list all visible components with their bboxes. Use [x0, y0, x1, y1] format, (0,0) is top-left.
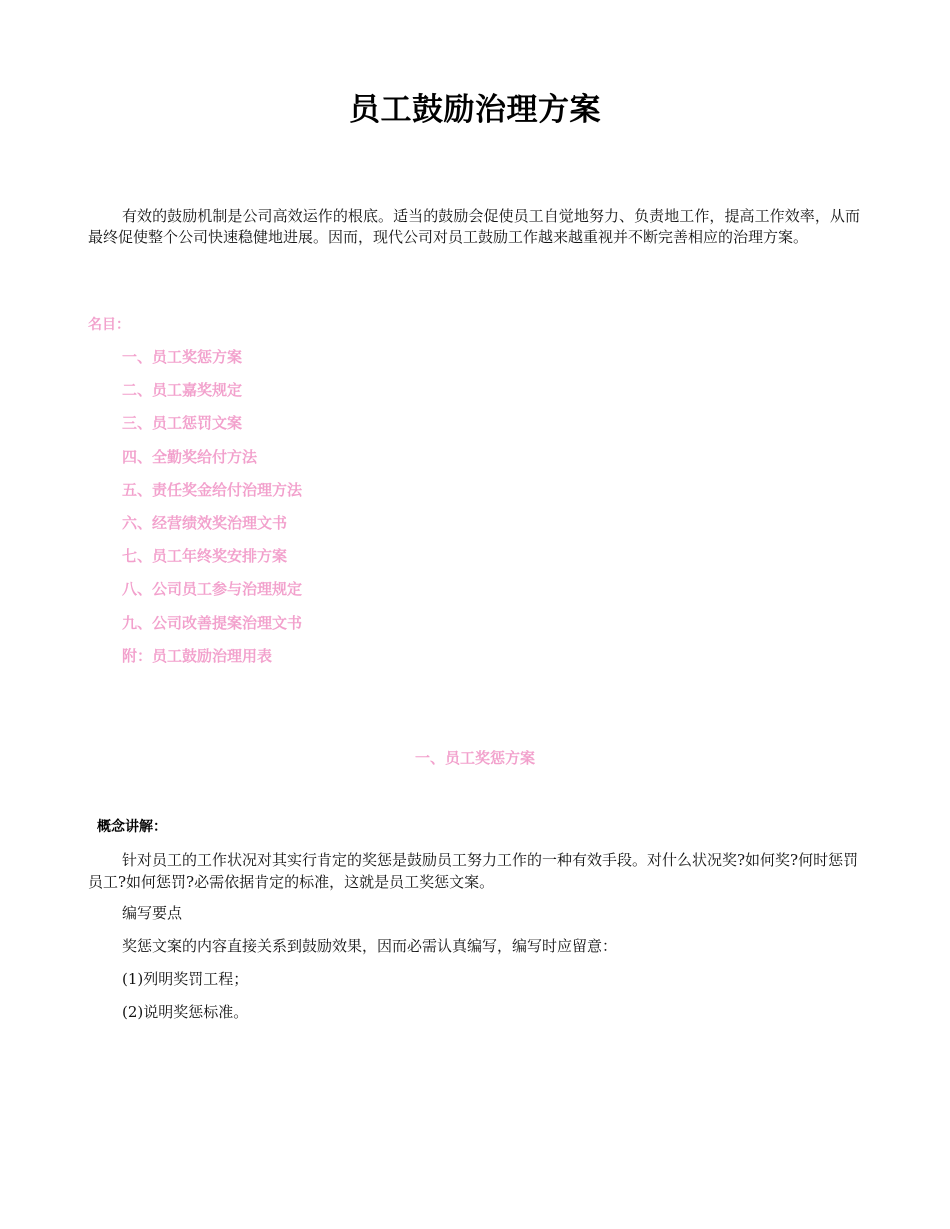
- toc-item[interactable]: 二、员工嘉奖规定: [122, 381, 243, 400]
- toc-item[interactable]: 六、经营绩效奖治理文书: [122, 513, 288, 532]
- section-heading: 一、员工奖惩方案: [414, 749, 535, 767]
- toc-label: 名目：: [88, 317, 130, 333]
- toc-item[interactable]: 九、公司改善提案治理文书: [122, 613, 303, 632]
- table-of-contents: [122, 346, 302, 678]
- toc-item[interactable]: 四、全勤奖给付方法: [122, 447, 258, 466]
- list-item: (2)说明奖惩标准。: [122, 1003, 249, 1021]
- list-item: (1)列明奖罚工程；: [122, 970, 249, 988]
- toc-item[interactable]: 一、员工奖惩方案: [122, 348, 243, 366]
- toc-item[interactable]: 七、员工年终奖安排方案: [122, 547, 288, 566]
- toc-item[interactable]: 附：员工鼓励治理用表: [122, 646, 273, 665]
- intro-paragraph: 有效的鼓励机制是公司高效运作的根底。适当的鼓励会促使员工自觉地努力、负责地工作，提高工作效率，从而最终促使整个公司快速稳健地进展。因而，现代公司对员工鼓励工作越来越重视并不断完善相应的治理方案。: [88, 207, 860, 246]
- document-title: 员工鼓励治理方案: [349, 92, 601, 128]
- concept-label: 概念讲解：: [97, 819, 167, 835]
- body-paragraph: 针对员工的工作状况对其实行肯定的奖惩是鼓励员工努力工作的一种有效手段。对什么状况奖?如何奖?何时惩罚员工?如何惩罚?必需依据肯定的标准，这就是员工奖惩文案。: [88, 851, 859, 891]
- toc-item[interactable]: 三、员工惩罚文案: [122, 414, 243, 433]
- toc-item[interactable]: 八、公司员工参与治理规定: [122, 580, 303, 599]
- body-paragraph: 编写要点: [122, 904, 183, 922]
- toc-item[interactable]: 五、责任奖金给付治理方法: [122, 480, 303, 499]
- body-paragraph: 奖惩文案的内容直接关系到鼓励效果，因而必需认真编写，编写时应留意：: [122, 937, 618, 955]
